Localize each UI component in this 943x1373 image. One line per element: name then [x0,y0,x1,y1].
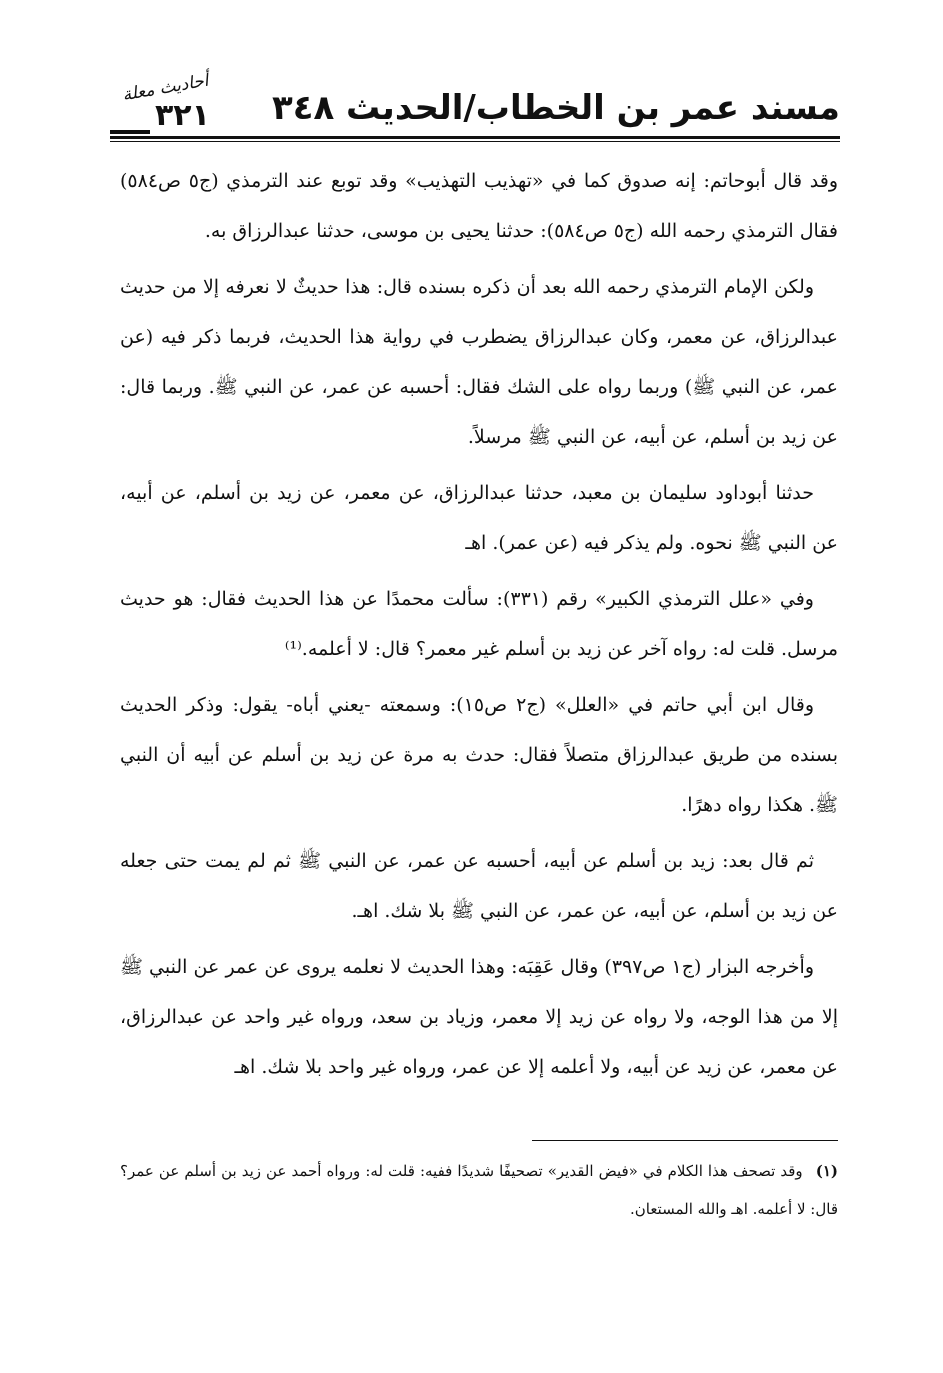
paragraph: ولكن الإمام الترمذي رحمه الله بعد أن ذكره بسنده قال: هذا حديثٌ لا نعرفه إلا من حديث عبدالرزاق، عن معمر، وكان عبدالرزاق يضطرب في رواية هذا الحديث، فربما ذكر فيه (عن عمر، عن النبي ﷺ) وربما رواه على الشك فقال: أحسبه عن عمر، عن النبي ﷺ. وربما قال: عن زيد بن أسلم، عن أبيه، عن النبي ﷺ مرسلاً. [120,276,838,448]
main-text [120,156,838,1098]
paragraph: حدثنا أبوداود سليمان بن معبد، حدثنا عبدالرزاق، عن معمر، عن زيد بن أسلم، عن أبيه، عن النبي ﷺ نحوه. ولم يذكر فيه (عن عمر). اهـ [120,482,838,554]
paragraph: وفي «علل الترمذي الكبير» رقم (٣٣١): سألت محمدًا عن هذا الحديث فقال: هو حديث مرسل. قلت له: رواه آخر عن زيد بن أسلم غير معمر؟ قال: لا أعلمه.⁽¹⁾ [120,588,838,660]
footnote-number: (١) [815,1162,838,1180]
handwritten-note: أحاديث معلة [120,70,210,106]
running-title: مسند عمر بن الخطاب/الحديث ٣٤٨ [271,88,840,128]
footnotes [120,1152,838,1228]
page-header [110,70,840,148]
footnote [120,1152,838,1228]
page-number-block [110,70,250,138]
paragraph: ثم قال بعد: زيد بن أسلم عن أبيه، أحسبه عن عمر، عن النبي ﷺ ثم لم يمت حتى جعله عن زيد بن أسلم، عن أبيه، عن عمر، عن النبي ﷺ بلا شك. اهـ. [120,850,838,922]
page-number: ٣٢١ [155,98,210,133]
paragraph: وأخرجه البزار (ج١ ص٣٩٧) وقال عَقِبَه: وهذا الحديث لا نعلمه يروى عن عمر عن النبي ﷺ إلا من هذا الوجه، ولا رواه عن زيد إلا معمر، وزياد بن سعد، ورواه غير واحد عن عبدالرزاق، عن معمر، عن زيد عن أبيه، ولا أعلمه إلا عن عمر، ورواه غير واحد بلا شك. اهـ [120,956,838,1078]
header-rule [110,136,840,139]
footnote-text: وقد تصحف هذا الكلام في «فيض القدير» تصحيفًا شديدًا ففيه: قلت له: ورواه أحمد عن زيد بن أسلم عن عمر؟ قال: لا أعلمه. اهـ والله المستعان. [120,1162,838,1218]
page-number-underline [110,130,150,134]
paragraph: وقال ابن أبي حاتم في «العلل» (ج٢ ص١٥): وسمعته -يعني أباه- يقول: وذكر الحديث بسنده من طريق عبدالرزاق متصلاً فقال: حدث به مرة عن زيد بن أسلم عن أبيه أن النبي ﷺ. هكذا رواه دهرًا. [120,694,838,816]
footnote-separator [532,1140,838,1141]
paragraph: وقد قال أبوحاتم: إنه صدوق كما في «تهذيب التهذيب» وقد توبع عند الترمذي (ج٥ ص٥٨٤) فقال الترمذي رحمه الله (ج٥ ص٥٨٤): حدثنا يحيى بن موسى، حدثنا عبدالرزاق به. [120,170,839,242]
header-rule-thin [110,141,840,142]
